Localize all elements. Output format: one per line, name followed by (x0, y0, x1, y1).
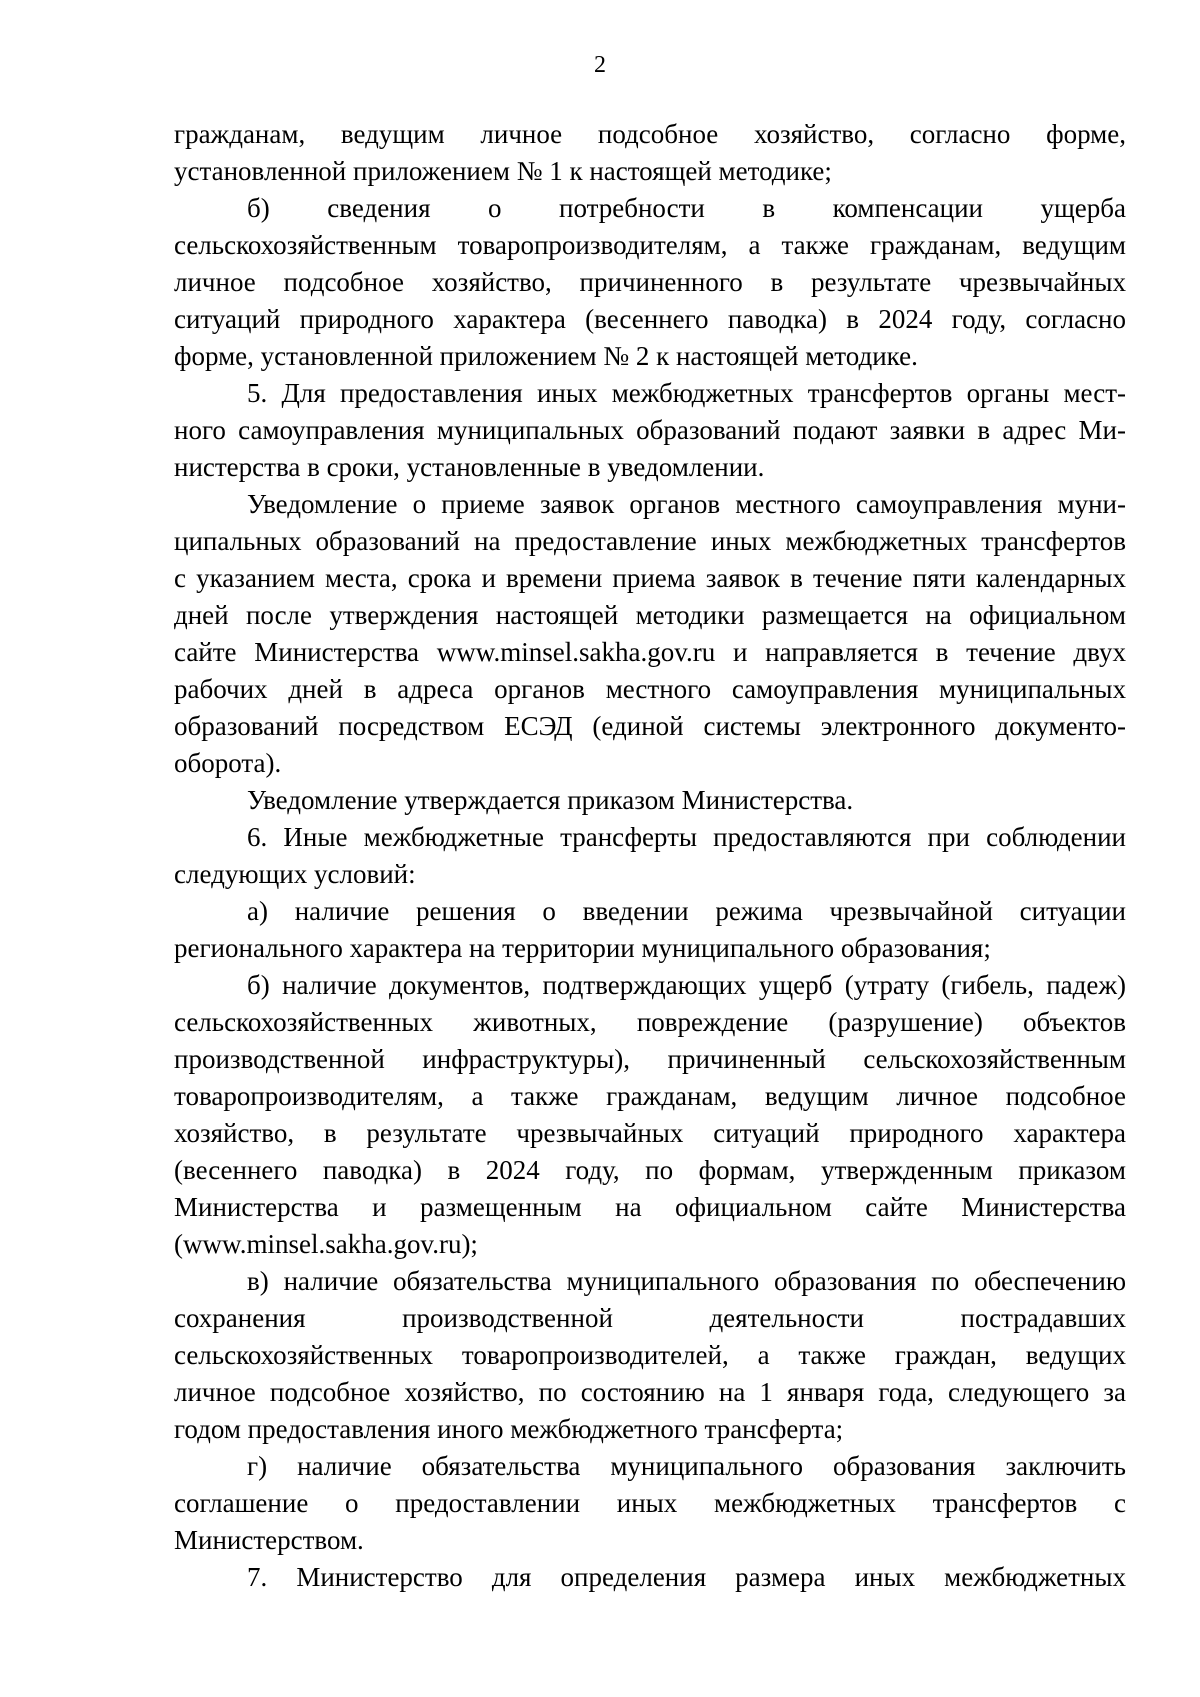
paragraph-1-line-1: сельскохозяйственным товаропроизводителям, а также гражданам, ведущим (174, 230, 1126, 260)
paragraph-7-line-5: (весеннего паводка) в 2024 году, по формам, утвержденным приказом (174, 1155, 1126, 1185)
paragraph-2-line-1: ного самоуправления муниципальных образований подают заявки в адрес Ми- (174, 415, 1126, 445)
paragraph-5-line-0: 6. Иные межбюджетные трансферты предоставляются при соблюдении (247, 822, 1126, 852)
paragraph-0-line-1: установленной приложением № 1 к настоящей методике; (174, 156, 832, 186)
paragraph-3-line-6: образований посредством ЕСЭД (единой системы электронного документо- (174, 711, 1126, 741)
paragraph-1-line-2: личное подсобное хозяйство, причиненного в результате чрезвычайных (174, 267, 1126, 297)
paragraph-8-line-1: сохранения производственной деятельности пострадавших (174, 1303, 1126, 1333)
paragraph-1-line-0: б) сведения о потребности в компенсации ущерба (247, 193, 1126, 223)
document-body (174, 116, 1126, 1596)
paragraph-6-line-1: регионального характера на территории муниципального образования; (174, 933, 991, 963)
paragraph-9-line-1: соглашение о предоставлении иных межбюджетных трансфертов с (174, 1488, 1126, 1518)
paragraph-9-line-2: Министерством. (174, 1525, 364, 1555)
paragraph-0-line-0: гражданам, ведущим личное подсобное хозяйство, согласно форме, (174, 119, 1126, 149)
paragraph-9-line-0: г) наличие обязательства муниципального образования заключить (247, 1451, 1126, 1481)
paragraph-8-line-0: в) наличие обязательства муниципального образования по обеспечению (247, 1266, 1126, 1296)
page-number: 2 (594, 52, 606, 78)
paragraph-5-line-1: следующих условий: (174, 859, 416, 889)
paragraph-3-line-0: Уведомление о приеме заявок органов местного самоуправления муни- (247, 489, 1126, 519)
paragraph-8-line-4: годом предоставления иного межбюджетного трансферта; (174, 1414, 844, 1444)
paragraph-10-line-0: 7. Министерство для определения размера иных межбюджетных (247, 1562, 1126, 1592)
paragraph-3-line-5: рабочих дней в адреса органов местного самоуправления муниципальных (174, 674, 1126, 704)
paragraph-8-line-2: сельскохозяйственных товаропроизводителей, а также граждан, ведущих (174, 1340, 1126, 1370)
paragraph-8-line-3: личное подсобное хозяйство, по состоянию на 1 января года, следующего за (174, 1377, 1126, 1407)
paragraph-2-line-0: 5. Для предоставления иных межбюджетных трансфертов органы мест- (247, 378, 1126, 408)
paragraph-6-line-0: а) наличие решения о введении режима чрезвычайной ситуации (247, 896, 1126, 926)
paragraph-7-line-4: хозяйство, в результате чрезвычайных ситуаций природного характера (174, 1118, 1126, 1148)
paragraph-2-line-2: нистерства в сроки, установленные в уведомлении. (174, 452, 765, 482)
paragraph-7-line-2: производственной инфраструктуры), причиненный сельскохозяйственным (174, 1044, 1126, 1074)
paragraph-7-line-1: сельскохозяйственных животных, повреждение (разрушение) объектов (174, 1007, 1126, 1037)
paragraph-7-line-7: (www.minsel.sakha.gov.ru); (174, 1229, 478, 1259)
paragraph-1-line-3: ситуаций природного характера (весеннего паводка) в 2024 году, согласно (174, 304, 1126, 334)
paragraph-4-line-0: Уведомление утверждается приказом Министерства. (247, 785, 854, 815)
paragraph-7-line-3: товаропроизводителям, а также гражданам, ведущим личное подсобное (174, 1081, 1126, 1111)
paragraph-7-line-6: Министерства и размещенным на официальном сайте Министерства (174, 1192, 1126, 1222)
paragraph-3-line-2: с указанием места, срока и времени приема заявок в течение пяти календарных (174, 563, 1126, 593)
paragraph-3-line-1: ципальных образований на предоставление иных межбюджетных трансфертов (174, 526, 1126, 556)
paragraph-3-line-7: оборота). (174, 748, 282, 778)
paragraph-3-line-3: дней после утверждения настоящей методики размещается на официальном (174, 600, 1126, 630)
paragraph-3-line-4: сайте Министерства www.minsel.sakha.gov.ru и направляется в течение двух (174, 637, 1126, 667)
paragraph-7-line-0: б) наличие документов, подтверждающих ущерб (утрату (гибель, падеж) (247, 970, 1126, 1000)
paragraph-1-line-4: форме, установленной приложением № 2 к настоящей методике. (174, 341, 918, 371)
